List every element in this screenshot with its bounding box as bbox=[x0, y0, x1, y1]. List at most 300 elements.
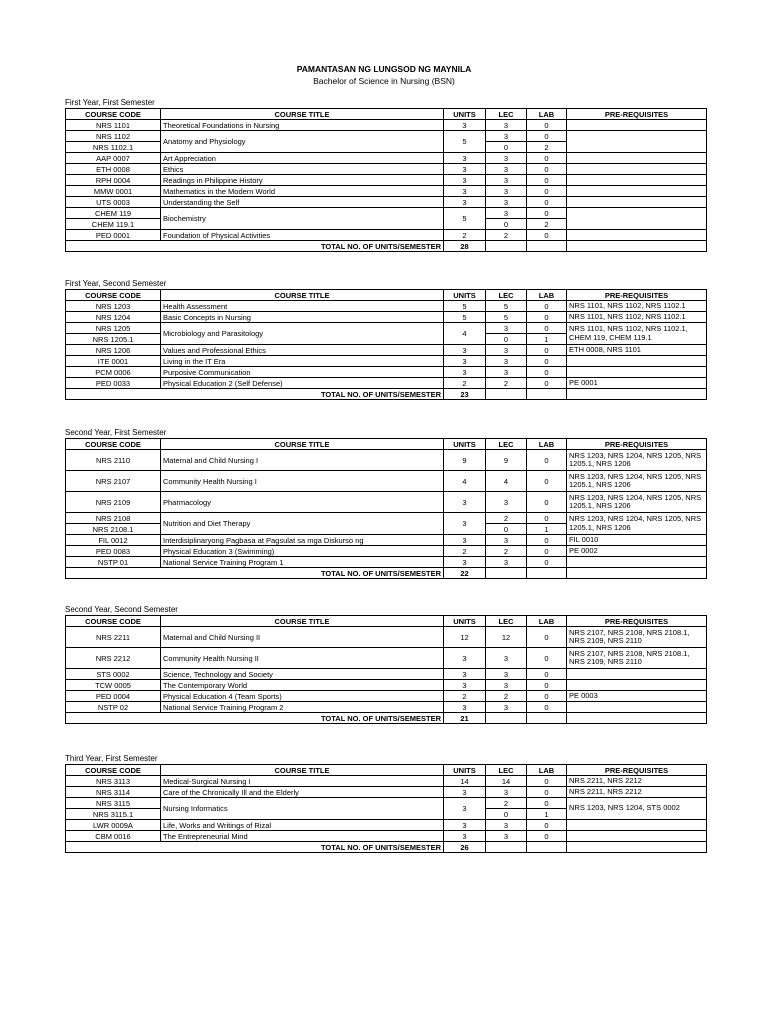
total-spacer bbox=[66, 389, 161, 400]
lab: 0 bbox=[527, 120, 567, 131]
lec: 3 bbox=[486, 367, 527, 378]
column-header: LAB bbox=[527, 765, 567, 776]
lab: 0 bbox=[527, 450, 567, 471]
table-row bbox=[66, 557, 707, 568]
units: 3 bbox=[444, 513, 486, 535]
column-header: LEC bbox=[486, 290, 527, 301]
pre-requisites: NRS 2107, NRS 2108, NRS 2108.1, NRS 2109, NRS 2110 bbox=[567, 627, 707, 648]
course-code: NRS 1204 bbox=[66, 312, 161, 323]
lab: 0 bbox=[527, 301, 567, 312]
table-header-row bbox=[66, 765, 707, 776]
pre-requisites: PE 0001 bbox=[567, 378, 707, 389]
total-row bbox=[66, 842, 707, 853]
pre-requisites bbox=[567, 153, 707, 164]
pre-requisites: FIL 0010 bbox=[567, 535, 707, 546]
pre-requisites: NRS 1203, NRS 1204, NRS 1205, NRS 1205.1, NRS 1206 bbox=[567, 513, 707, 535]
table-row bbox=[66, 471, 707, 492]
course-title: Readings in Philippine History bbox=[161, 175, 444, 186]
column-header: COURSE CODE bbox=[66, 439, 161, 450]
course-code: NRS 1102 bbox=[66, 131, 161, 142]
course-title: Biochemistry bbox=[161, 208, 444, 230]
course-table bbox=[65, 108, 707, 252]
pre-requisites: NRS 1203, NRS 1204, NRS 1205, NRS 1205.1, NRS 1206 bbox=[567, 471, 707, 492]
lab: 0 bbox=[527, 230, 567, 241]
total-lab bbox=[527, 713, 567, 724]
total-lab bbox=[527, 241, 567, 252]
course-code: NRS 2108 bbox=[66, 513, 161, 524]
table-row bbox=[66, 669, 707, 680]
total-lec bbox=[486, 713, 527, 724]
course-code: STS 0002 bbox=[66, 669, 161, 680]
pre-requisites: NRS 1203, NRS 1204, STS 0002 bbox=[567, 798, 707, 820]
semester-title: Third Year, First Semester bbox=[65, 754, 158, 763]
lab: 0 bbox=[527, 691, 567, 702]
units: 3 bbox=[444, 669, 486, 680]
course-code: CBM 0016 bbox=[66, 831, 161, 842]
course-title: Ethics bbox=[161, 164, 444, 175]
pre-requisites: NRS 1203, NRS 1204, NRS 1205, NRS 1205.1, NRS 1206 bbox=[567, 450, 707, 471]
table-row bbox=[66, 175, 707, 186]
course-title: Basic Concepts in Nursing bbox=[161, 312, 444, 323]
pre-requisites: NRS 1101, NRS 1102, NRS 1102.1 bbox=[567, 301, 707, 312]
lec: 3 bbox=[486, 820, 527, 831]
total-pre bbox=[567, 241, 707, 252]
course-title: Science, Technology and Society bbox=[161, 669, 444, 680]
lab: 0 bbox=[527, 131, 567, 142]
table-row bbox=[66, 798, 707, 809]
pre-requisites bbox=[567, 208, 707, 230]
lab: 0 bbox=[527, 153, 567, 164]
lab: 0 bbox=[527, 208, 567, 219]
lab: 0 bbox=[527, 175, 567, 186]
column-header: UNITS bbox=[444, 290, 486, 301]
course-code: NRS 2107 bbox=[66, 471, 161, 492]
table-row bbox=[66, 120, 707, 131]
units: 3 bbox=[444, 120, 486, 131]
pre-requisites: PE 0002 bbox=[567, 546, 707, 557]
total-label: TOTAL NO. OF UNITS/SEMESTER bbox=[161, 842, 444, 853]
total-row bbox=[66, 389, 707, 400]
lab: 0 bbox=[527, 702, 567, 713]
table-row bbox=[66, 208, 707, 219]
column-header: PRE-REQUISITES bbox=[567, 765, 707, 776]
total-row bbox=[66, 241, 707, 252]
lab: 0 bbox=[527, 378, 567, 389]
column-header: UNITS bbox=[444, 109, 486, 120]
course-code: NRS 2110 bbox=[66, 450, 161, 471]
column-header: UNITS bbox=[444, 765, 486, 776]
table-row bbox=[66, 546, 707, 557]
total-pre bbox=[567, 713, 707, 724]
pre-requisites: NRS 1203, NRS 1204, NRS 1205, NRS 1205.1, NRS 1206 bbox=[567, 492, 707, 513]
total-spacer bbox=[66, 842, 161, 853]
pre-requisites bbox=[567, 186, 707, 197]
total-units: 23 bbox=[444, 389, 486, 400]
units: 3 bbox=[444, 175, 486, 186]
course-code: PED 0033 bbox=[66, 378, 161, 389]
column-header: LAB bbox=[527, 439, 567, 450]
lec: 0 bbox=[486, 809, 527, 820]
document-title: PAMANTASAN NG LUNGSOD NG MAYNILA bbox=[296, 64, 472, 74]
course-code: NRS 1206 bbox=[66, 345, 161, 356]
units: 4 bbox=[444, 471, 486, 492]
course-title: National Service Training Program 2 bbox=[161, 702, 444, 713]
total-units: 28 bbox=[444, 241, 486, 252]
semester-title: First Year, Second Semester bbox=[65, 279, 167, 288]
lab: 0 bbox=[527, 776, 567, 787]
total-spacer bbox=[66, 241, 161, 252]
total-lec bbox=[486, 241, 527, 252]
pre-requisites: ETH 0008, NRS 1101 bbox=[567, 345, 707, 356]
course-title: Theoretical Foundations in Nursing bbox=[161, 120, 444, 131]
lab: 2 bbox=[527, 142, 567, 153]
semester-title: First Year, First Semester bbox=[65, 98, 155, 107]
course-title: Nutrition and Diet Therapy bbox=[161, 513, 444, 535]
total-lec bbox=[486, 389, 527, 400]
lec: 2 bbox=[486, 546, 527, 557]
table-row bbox=[66, 186, 707, 197]
pre-requisites bbox=[567, 356, 707, 367]
lec: 3 bbox=[486, 680, 527, 691]
table-row bbox=[66, 197, 707, 208]
pre-requisites bbox=[567, 197, 707, 208]
units: 3 bbox=[444, 787, 486, 798]
course-title: Care of the Chronically Ill and the Elderly bbox=[161, 787, 444, 798]
course-code: NSTP 01 bbox=[66, 557, 161, 568]
total-label: TOTAL NO. OF UNITS/SEMESTER bbox=[161, 713, 444, 724]
course-title: Interdisiplinaryong Pagbasa at Pagsulat sa mga Diskurso ng bbox=[161, 535, 444, 546]
course-code: PED 0001 bbox=[66, 230, 161, 241]
course-title: The Contemporary World bbox=[161, 680, 444, 691]
total-row bbox=[66, 713, 707, 724]
table-header-row bbox=[66, 290, 707, 301]
units: 2 bbox=[444, 378, 486, 389]
course-title: National Service Training Program 1 bbox=[161, 557, 444, 568]
lec: 3 bbox=[486, 535, 527, 546]
lec: 9 bbox=[486, 450, 527, 471]
semester-section bbox=[65, 754, 706, 853]
units: 3 bbox=[444, 820, 486, 831]
column-header: LAB bbox=[527, 109, 567, 120]
lab: 0 bbox=[527, 669, 567, 680]
total-spacer bbox=[66, 568, 161, 579]
lab: 0 bbox=[527, 513, 567, 524]
table-row bbox=[66, 153, 707, 164]
semester-title: Second Year, Second Semester bbox=[65, 605, 178, 614]
course-code: NRS 3113 bbox=[66, 776, 161, 787]
column-header: COURSE CODE bbox=[66, 765, 161, 776]
lab: 2 bbox=[527, 219, 567, 230]
course-title: Anatomy and Physiology bbox=[161, 131, 444, 153]
semester-section bbox=[65, 98, 706, 252]
table-row bbox=[66, 450, 707, 471]
total-lec bbox=[486, 568, 527, 579]
document-subtitle: Bachelor of Science in Nursing (BSN) bbox=[313, 76, 455, 86]
lab: 0 bbox=[527, 367, 567, 378]
lab: 0 bbox=[527, 492, 567, 513]
table-row bbox=[66, 367, 707, 378]
lec: 3 bbox=[486, 120, 527, 131]
course-title: Physical Education 3 (Swimming) bbox=[161, 546, 444, 557]
total-lab bbox=[527, 842, 567, 853]
table-row bbox=[66, 345, 707, 356]
lec: 3 bbox=[486, 208, 527, 219]
lec: 3 bbox=[486, 557, 527, 568]
pre-requisites bbox=[567, 820, 707, 831]
course-code: CHEM 119 bbox=[66, 208, 161, 219]
lec: 12 bbox=[486, 627, 527, 648]
table-row bbox=[66, 513, 707, 524]
course-code: NRS 1101 bbox=[66, 120, 161, 131]
lab: 0 bbox=[527, 627, 567, 648]
course-table bbox=[65, 289, 707, 400]
table-row bbox=[66, 131, 707, 142]
total-lec bbox=[486, 842, 527, 853]
course-code: NRS 2109 bbox=[66, 492, 161, 513]
units: 3 bbox=[444, 831, 486, 842]
course-code: NRS 2211 bbox=[66, 627, 161, 648]
lec: 3 bbox=[486, 164, 527, 175]
pre-requisites: NRS 1101, NRS 1102, NRS 1102.1, CHEM 119, CHEM 119.1 bbox=[567, 323, 707, 345]
course-table bbox=[65, 615, 707, 724]
lec: 3 bbox=[486, 186, 527, 197]
lec: 3 bbox=[486, 787, 527, 798]
lec: 4 bbox=[486, 471, 527, 492]
course-title: Maternal and Child Nursing I bbox=[161, 450, 444, 471]
lec: 2 bbox=[486, 798, 527, 809]
course-title: Living in the IT Era bbox=[161, 356, 444, 367]
column-header: COURSE TITLE bbox=[161, 290, 444, 301]
table-row bbox=[66, 492, 707, 513]
total-units: 21 bbox=[444, 713, 486, 724]
column-header: LEC bbox=[486, 439, 527, 450]
course-code: NSTP 02 bbox=[66, 702, 161, 713]
total-lab bbox=[527, 389, 567, 400]
lab: 0 bbox=[527, 323, 567, 334]
units: 2 bbox=[444, 691, 486, 702]
course-title: Mathematics in the Modern World bbox=[161, 186, 444, 197]
lec: 2 bbox=[486, 378, 527, 389]
column-header: COURSE TITLE bbox=[161, 765, 444, 776]
course-table bbox=[65, 438, 707, 579]
lec: 0 bbox=[486, 219, 527, 230]
pre-requisites: NRS 1101, NRS 1102, NRS 1102.1 bbox=[567, 312, 707, 323]
lec: 3 bbox=[486, 153, 527, 164]
table-row bbox=[66, 627, 707, 648]
units: 3 bbox=[444, 648, 486, 669]
units: 3 bbox=[444, 164, 486, 175]
lec: 3 bbox=[486, 648, 527, 669]
lec: 5 bbox=[486, 301, 527, 312]
lec: 0 bbox=[486, 524, 527, 535]
course-code: NRS 1203 bbox=[66, 301, 161, 312]
course-title: Values and Professional Ethics bbox=[161, 345, 444, 356]
lab: 0 bbox=[527, 312, 567, 323]
pre-requisites bbox=[567, 120, 707, 131]
course-title: Purposive Communication bbox=[161, 367, 444, 378]
lab: 1 bbox=[527, 524, 567, 535]
units: 5 bbox=[444, 131, 486, 153]
course-code: NRS 2212 bbox=[66, 648, 161, 669]
pre-requisites bbox=[567, 831, 707, 842]
units: 2 bbox=[444, 546, 486, 557]
pre-requisites: PE 0003 bbox=[567, 691, 707, 702]
total-label: TOTAL NO. OF UNITS/SEMESTER bbox=[161, 241, 444, 252]
course-code: ETH 0008 bbox=[66, 164, 161, 175]
course-code: PED 0083 bbox=[66, 546, 161, 557]
table-row bbox=[66, 378, 707, 389]
units: 12 bbox=[444, 627, 486, 648]
column-header: UNITS bbox=[444, 439, 486, 450]
lab: 0 bbox=[527, 471, 567, 492]
units: 3 bbox=[444, 798, 486, 820]
column-header: LEC bbox=[486, 765, 527, 776]
total-units: 26 bbox=[444, 842, 486, 853]
lab: 0 bbox=[527, 164, 567, 175]
pre-requisites bbox=[567, 680, 707, 691]
table-header-row bbox=[66, 439, 707, 450]
semester-section bbox=[65, 279, 706, 400]
total-spacer bbox=[66, 713, 161, 724]
course-title: Medical-Surgical Nursing I bbox=[161, 776, 444, 787]
table-row bbox=[66, 787, 707, 798]
lab: 0 bbox=[527, 820, 567, 831]
course-title: Maternal and Child Nursing II bbox=[161, 627, 444, 648]
table-row bbox=[66, 831, 707, 842]
table-row bbox=[66, 230, 707, 241]
table-row bbox=[66, 535, 707, 546]
units: 3 bbox=[444, 680, 486, 691]
pre-requisites bbox=[567, 175, 707, 186]
course-code: NRS 3115.1 bbox=[66, 809, 161, 820]
course-code: AAP 0007 bbox=[66, 153, 161, 164]
column-header: COURSE CODE bbox=[66, 109, 161, 120]
lab: 0 bbox=[527, 186, 567, 197]
lec: 3 bbox=[486, 175, 527, 186]
course-title: Life, Works and Writings of Rizal bbox=[161, 820, 444, 831]
course-code: RPH 0004 bbox=[66, 175, 161, 186]
column-header: LEC bbox=[486, 616, 527, 627]
course-code: ITE 0001 bbox=[66, 356, 161, 367]
course-code: PCM 0006 bbox=[66, 367, 161, 378]
lec: 0 bbox=[486, 142, 527, 153]
lec: 5 bbox=[486, 312, 527, 323]
column-header: COURSE TITLE bbox=[161, 439, 444, 450]
column-header: LEC bbox=[486, 109, 527, 120]
course-title: Health Assessment bbox=[161, 301, 444, 312]
table-row bbox=[66, 776, 707, 787]
course-code: NRS 1102.1 bbox=[66, 142, 161, 153]
lec: 3 bbox=[486, 831, 527, 842]
lec: 3 bbox=[486, 131, 527, 142]
course-code: UTS 0003 bbox=[66, 197, 161, 208]
units: 5 bbox=[444, 312, 486, 323]
lab: 1 bbox=[527, 809, 567, 820]
units: 9 bbox=[444, 450, 486, 471]
units: 3 bbox=[444, 492, 486, 513]
semester-section bbox=[65, 605, 706, 724]
pre-requisites bbox=[567, 557, 707, 568]
units: 4 bbox=[444, 323, 486, 345]
course-title: Nursing Informatics bbox=[161, 798, 444, 820]
total-units: 22 bbox=[444, 568, 486, 579]
course-code: PED 0004 bbox=[66, 691, 161, 702]
total-label: TOTAL NO. OF UNITS/SEMESTER bbox=[161, 389, 444, 400]
units: 3 bbox=[444, 367, 486, 378]
units: 2 bbox=[444, 230, 486, 241]
course-code: LWR 0009A bbox=[66, 820, 161, 831]
units: 3 bbox=[444, 535, 486, 546]
lab: 0 bbox=[527, 680, 567, 691]
course-code: CHEM 119.1 bbox=[66, 219, 161, 230]
course-title: The Entrepreneurial Mind bbox=[161, 831, 444, 842]
table-row bbox=[66, 312, 707, 323]
units: 3 bbox=[444, 356, 486, 367]
total-pre bbox=[567, 568, 707, 579]
pre-requisites bbox=[567, 702, 707, 713]
table-row bbox=[66, 702, 707, 713]
lec: 3 bbox=[486, 356, 527, 367]
table-header-row bbox=[66, 109, 707, 120]
course-code: TCW 0005 bbox=[66, 680, 161, 691]
units: 3 bbox=[444, 186, 486, 197]
course-title: Community Health Nursing II bbox=[161, 648, 444, 669]
lab: 1 bbox=[527, 334, 567, 345]
course-title: Pharmacology bbox=[161, 492, 444, 513]
course-title: Understanding the Self bbox=[161, 197, 444, 208]
table-row bbox=[66, 680, 707, 691]
course-title: Physical Education 4 (Team Sports) bbox=[161, 691, 444, 702]
lec: 3 bbox=[486, 702, 527, 713]
pre-requisites: NRS 2211, NRS 2212 bbox=[567, 776, 707, 787]
table-row bbox=[66, 820, 707, 831]
lec: 3 bbox=[486, 492, 527, 513]
lec: 3 bbox=[486, 197, 527, 208]
lab: 0 bbox=[527, 798, 567, 809]
total-row bbox=[66, 568, 707, 579]
table-row bbox=[66, 356, 707, 367]
total-pre bbox=[567, 842, 707, 853]
table-row bbox=[66, 323, 707, 334]
table-row bbox=[66, 301, 707, 312]
column-header: PRE-REQUISITES bbox=[567, 109, 707, 120]
units: 3 bbox=[444, 345, 486, 356]
units: 3 bbox=[444, 153, 486, 164]
pre-requisites: NRS 2107, NRS 2108, NRS 2108.1, NRS 2109, NRS 2110 bbox=[567, 648, 707, 669]
lec: 3 bbox=[486, 669, 527, 680]
course-code: NRS 3114 bbox=[66, 787, 161, 798]
table-row bbox=[66, 691, 707, 702]
lab: 0 bbox=[527, 546, 567, 557]
course-code: MMW 0001 bbox=[66, 186, 161, 197]
semester-section bbox=[65, 428, 706, 579]
table-header-row bbox=[66, 616, 707, 627]
pre-requisites bbox=[567, 230, 707, 241]
course-title: Physical Education 2 (Self Defense) bbox=[161, 378, 444, 389]
lec: 0 bbox=[486, 334, 527, 345]
column-header: LAB bbox=[527, 290, 567, 301]
units: 5 bbox=[444, 208, 486, 230]
total-pre bbox=[567, 389, 707, 400]
column-header: COURSE CODE bbox=[66, 290, 161, 301]
lec: 2 bbox=[486, 513, 527, 524]
table-row bbox=[66, 648, 707, 669]
course-title: Microbiology and Parasitology bbox=[161, 323, 444, 345]
course-code: NRS 1205 bbox=[66, 323, 161, 334]
course-title: Foundation of Physical Activities bbox=[161, 230, 444, 241]
pre-requisites bbox=[567, 669, 707, 680]
pre-requisites bbox=[567, 131, 707, 153]
